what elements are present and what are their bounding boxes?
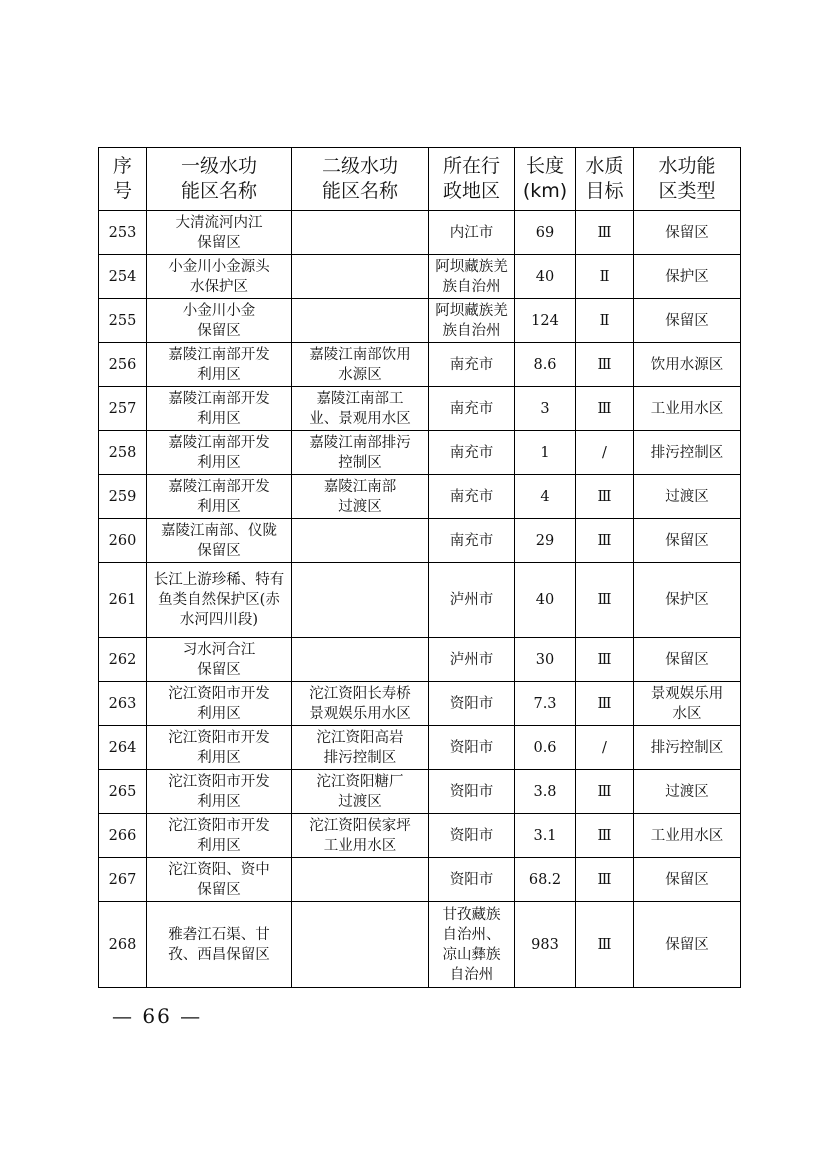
cell-level1-name: 嘉陵江南部开发 利用区 bbox=[147, 343, 292, 387]
cell-seq: 257 bbox=[99, 387, 147, 431]
cell-level1-name: 习水河合江 保留区 bbox=[147, 638, 292, 682]
cell-quality: Ⅱ bbox=[576, 299, 634, 343]
cell-region: 阿坝藏族羌 族自治州 bbox=[429, 255, 515, 299]
table-row bbox=[99, 475, 741, 519]
cell-region: 南充市 bbox=[429, 431, 515, 475]
cell-type: 排污控制区 bbox=[634, 431, 741, 475]
cell-seq: 255 bbox=[99, 299, 147, 343]
table-row bbox=[99, 211, 741, 255]
table-row bbox=[99, 431, 741, 475]
table-row bbox=[99, 638, 741, 682]
header-level2-name: 二级水功 能区名称 bbox=[292, 148, 429, 211]
cell-level2-name: 沱江资阳高岩 排污控制区 bbox=[292, 726, 429, 770]
cell-type: 过渡区 bbox=[634, 475, 741, 519]
cell-length: 7.3 bbox=[515, 682, 576, 726]
table-row bbox=[99, 770, 741, 814]
cell-quality: Ⅲ bbox=[576, 682, 634, 726]
cell-level1-name: 嘉陵江南部开发 利用区 bbox=[147, 475, 292, 519]
table-row bbox=[99, 387, 741, 431]
cell-quality: Ⅱ bbox=[576, 255, 634, 299]
cell-quality: Ⅲ bbox=[576, 858, 634, 902]
cell-region: 南充市 bbox=[429, 475, 515, 519]
cell-seq: 254 bbox=[99, 255, 147, 299]
cell-level1-name: 小金川小金 保留区 bbox=[147, 299, 292, 343]
table-header-row bbox=[99, 148, 741, 211]
cell-length: 40 bbox=[515, 255, 576, 299]
cell-seq: 260 bbox=[99, 519, 147, 563]
table-row bbox=[99, 726, 741, 770]
cell-region: 阿坝藏族羌 族自治州 bbox=[429, 299, 515, 343]
cell-type: 保留区 bbox=[634, 638, 741, 682]
cell-region: 资阳市 bbox=[429, 726, 515, 770]
cell-length: 29 bbox=[515, 519, 576, 563]
cell-type: 保留区 bbox=[634, 211, 741, 255]
cell-seq: 263 bbox=[99, 682, 147, 726]
cell-level2-name: 沱江资阳糖厂 过渡区 bbox=[292, 770, 429, 814]
cell-level2-name bbox=[292, 211, 429, 255]
cell-type: 保留区 bbox=[634, 519, 741, 563]
cell-level1-name: 沱江资阳市开发 利用区 bbox=[147, 770, 292, 814]
cell-level2-name: 沱江资阳长寿桥 景观娱乐用水区 bbox=[292, 682, 429, 726]
cell-level1-name: 雅砻江石渠、甘 孜、西昌保留区 bbox=[147, 902, 292, 988]
table-row bbox=[99, 563, 741, 638]
cell-level2-name: 嘉陵江南部 过渡区 bbox=[292, 475, 429, 519]
cell-quality: Ⅲ bbox=[576, 902, 634, 988]
header-quality: 水质 目标 bbox=[576, 148, 634, 211]
cell-seq: 258 bbox=[99, 431, 147, 475]
cell-region: 泸州市 bbox=[429, 563, 515, 638]
cell-length: 40 bbox=[515, 563, 576, 638]
cell-quality: Ⅲ bbox=[576, 638, 634, 682]
cell-quality: Ⅲ bbox=[576, 475, 634, 519]
cell-seq: 253 bbox=[99, 211, 147, 255]
cell-type: 保护区 bbox=[634, 563, 741, 638]
cell-level1-name: 小金川小金源头 水保护区 bbox=[147, 255, 292, 299]
cell-seq: 266 bbox=[99, 814, 147, 858]
cell-seq: 264 bbox=[99, 726, 147, 770]
cell-seq: 267 bbox=[99, 858, 147, 902]
cell-level2-name: 嘉陵江南部排污 控制区 bbox=[292, 431, 429, 475]
table-row bbox=[99, 343, 741, 387]
cell-length: 0.6 bbox=[515, 726, 576, 770]
water-function-zone-table bbox=[98, 147, 741, 988]
cell-level1-name: 沱江资阳市开发 利用区 bbox=[147, 682, 292, 726]
cell-level2-name bbox=[292, 902, 429, 988]
cell-seq: 259 bbox=[99, 475, 147, 519]
cell-level2-name bbox=[292, 299, 429, 343]
table-row bbox=[99, 858, 741, 902]
cell-length: 68.2 bbox=[515, 858, 576, 902]
cell-length: 983 bbox=[515, 902, 576, 988]
cell-level1-name: 长江上游珍稀、特有 鱼类自然保护区(赤 水河四川段) bbox=[147, 563, 292, 638]
cell-length: 8.6 bbox=[515, 343, 576, 387]
cell-type: 饮用水源区 bbox=[634, 343, 741, 387]
cell-region: 南充市 bbox=[429, 343, 515, 387]
cell-quality: Ⅲ bbox=[576, 519, 634, 563]
page-number: — 66 — bbox=[112, 1004, 203, 1028]
cell-type: 排污控制区 bbox=[634, 726, 741, 770]
cell-type: 保留区 bbox=[634, 902, 741, 988]
cell-quality: Ⅲ bbox=[576, 563, 634, 638]
table-row bbox=[99, 902, 741, 988]
cell-level2-name bbox=[292, 858, 429, 902]
cell-length: 69 bbox=[515, 211, 576, 255]
cell-region: 资阳市 bbox=[429, 770, 515, 814]
cell-length: 1 bbox=[515, 431, 576, 475]
cell-level1-name: 沱江资阳市开发 利用区 bbox=[147, 814, 292, 858]
cell-level1-name: 沱江资阳市开发 利用区 bbox=[147, 726, 292, 770]
cell-type: 工业用水区 bbox=[634, 387, 741, 431]
cell-level1-name: 沱江资阳、资中 保留区 bbox=[147, 858, 292, 902]
cell-seq: 268 bbox=[99, 902, 147, 988]
header-length: 长度 (km) bbox=[515, 148, 576, 211]
cell-level1-name: 大清流河内江 保留区 bbox=[147, 211, 292, 255]
table-row bbox=[99, 299, 741, 343]
cell-region: 泸州市 bbox=[429, 638, 515, 682]
cell-level2-name bbox=[292, 638, 429, 682]
cell-level2-name: 沱江资阳侯家坪 工业用水区 bbox=[292, 814, 429, 858]
cell-type: 保护区 bbox=[634, 255, 741, 299]
cell-type: 过渡区 bbox=[634, 770, 741, 814]
header-seq: 序 号 bbox=[99, 148, 147, 211]
cell-region: 资阳市 bbox=[429, 814, 515, 858]
cell-level1-name: 嘉陵江南部开发 利用区 bbox=[147, 387, 292, 431]
cell-region: 资阳市 bbox=[429, 682, 515, 726]
cell-seq: 265 bbox=[99, 770, 147, 814]
table-row bbox=[99, 255, 741, 299]
cell-type: 工业用水区 bbox=[634, 814, 741, 858]
cell-quality: Ⅲ bbox=[576, 343, 634, 387]
cell-region: 南充市 bbox=[429, 519, 515, 563]
cell-quality: / bbox=[576, 431, 634, 475]
cell-region: 南充市 bbox=[429, 387, 515, 431]
table-row bbox=[99, 519, 741, 563]
cell-quality: Ⅲ bbox=[576, 211, 634, 255]
cell-level2-name bbox=[292, 519, 429, 563]
cell-type: 保留区 bbox=[634, 299, 741, 343]
cell-length: 30 bbox=[515, 638, 576, 682]
cell-quality: / bbox=[576, 726, 634, 770]
cell-type: 景观娱乐用 水区 bbox=[634, 682, 741, 726]
cell-level2-name: 嘉陵江南部饮用 水源区 bbox=[292, 343, 429, 387]
cell-quality: Ⅲ bbox=[576, 387, 634, 431]
header-level1-name: 一级水功 能区名称 bbox=[147, 148, 292, 211]
cell-seq: 262 bbox=[99, 638, 147, 682]
cell-region: 内江市 bbox=[429, 211, 515, 255]
cell-seq: 261 bbox=[99, 563, 147, 638]
header-type: 水功能 区类型 bbox=[634, 148, 741, 211]
cell-length: 4 bbox=[515, 475, 576, 519]
table-row bbox=[99, 814, 741, 858]
cell-region: 资阳市 bbox=[429, 858, 515, 902]
cell-type: 保留区 bbox=[634, 858, 741, 902]
cell-length: 124 bbox=[515, 299, 576, 343]
header-region: 所在行 政地区 bbox=[429, 148, 515, 211]
cell-seq: 256 bbox=[99, 343, 147, 387]
cell-quality: Ⅲ bbox=[576, 770, 634, 814]
cell-level2-name bbox=[292, 563, 429, 638]
cell-level1-name: 嘉陵江南部、仪陇 保留区 bbox=[147, 519, 292, 563]
table-row bbox=[99, 682, 741, 726]
cell-quality: Ⅲ bbox=[576, 814, 634, 858]
cell-level2-name bbox=[292, 255, 429, 299]
cell-region: 甘孜藏族 自治州、 凉山彝族 自治州 bbox=[429, 902, 515, 988]
cell-length: 3.8 bbox=[515, 770, 576, 814]
cell-level1-name: 嘉陵江南部开发 利用区 bbox=[147, 431, 292, 475]
cell-length: 3.1 bbox=[515, 814, 576, 858]
cell-level2-name: 嘉陵江南部工 业、景观用水区 bbox=[292, 387, 429, 431]
cell-length: 3 bbox=[515, 387, 576, 431]
